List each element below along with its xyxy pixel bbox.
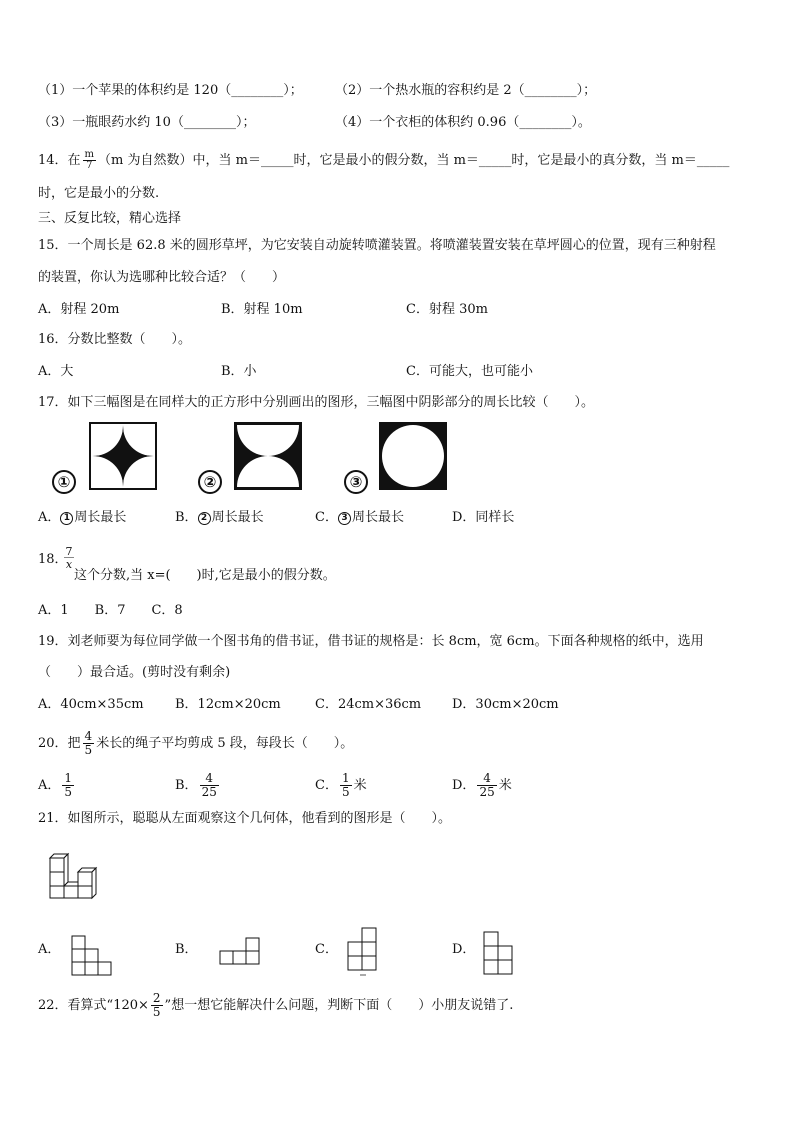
q15-option-c: C．射程 30m — [406, 302, 488, 317]
figure-2-label: ② — [198, 470, 222, 494]
q14-line2: 时，它是最小的分数. — [38, 186, 160, 201]
q15-line2: 的装置，你认为选哪种比较合适？（ ） — [38, 270, 286, 285]
figure-2-square-two-arcs — [234, 422, 302, 490]
q20-stem: 20．把 $\frac{4}{5}$ 米长的绳子平均剪成 5 段，每段长（ ）。 — [38, 729, 354, 757]
q21-option-c: C． — [315, 942, 338, 957]
q18-number: 18． — [38, 552, 68, 567]
q15-line1: 15．一个周长是 62.8 米的圆形草坪，为它安装自动旋转喷灌装置。将喷灌装置安装在草坪圆心的位置，现有三种射程 — [38, 238, 716, 253]
q17-option-d: D．同样长 — [452, 510, 515, 525]
q20-option-b: B． $\frac{4}{25}$ — [175, 771, 217, 799]
q21-option-b-figure — [216, 934, 262, 968]
q21-option-c-figure — [346, 926, 380, 978]
q21-option-d: D． — [452, 942, 476, 957]
q22-stem: 22．看算式“120× $\frac{2}{5}$ ”想一想它能解决什么问题，判断下面（ ）小朋友说错了. — [38, 991, 514, 1019]
q21-option-b: B． — [175, 942, 198, 957]
q21-option-d-figure — [482, 930, 516, 976]
q21-option-a: A． — [38, 942, 61, 957]
q19-option-c: C．24cm×36cm — [315, 697, 422, 712]
q20-option-a: A． $\frac{1}{5}$ — [38, 771, 73, 799]
q17-option-a: A． 1 周长最长 — [38, 510, 127, 525]
q14-line1: 14．在 $\frac{m}{7}$ （m 为自然数）中，当 m＝_____时，它是最小的假分数，当 m＝_____时，它是最小的真分数，当 m＝_____ — [38, 149, 730, 171]
section-heading: 三、反复比较，精心选择 — [38, 211, 182, 226]
q16-option-a: A．大 — [38, 364, 74, 379]
q17-option-c: C． 3 周长最长 — [315, 510, 404, 525]
q18-stem: 这个分数,当 x=( )时,它是最小的假分数。 — [74, 568, 336, 583]
q21-option-a-figure — [70, 934, 116, 978]
figure-1-square-four-arcs — [89, 422, 157, 490]
q19-line1: 19．刘老师要为每位同学做一个图书角的借书证，借书证的规格是：长 8cm，宽 6cm。下面各种规格的纸中，选用 — [38, 634, 704, 649]
q18-fraction: 7 x — [65, 545, 73, 571]
q13-item-2: （2）一个热水瓶的容积约是 2（________）； — [335, 83, 597, 98]
q16-option-b: B．小 — [221, 364, 257, 379]
q18-options: A．1 B．7 C．8 — [38, 603, 183, 618]
q21-3d-cubes-figure — [44, 852, 102, 900]
q19-option-d: D．30cm×20cm — [452, 697, 559, 712]
q13-item-3: （3）一瓶眼药水约 10（________）； — [38, 115, 256, 130]
q20-option-d: D． $\frac{4}{25}$ 米 — [452, 771, 512, 799]
figure-3-square-circle — [379, 422, 447, 490]
figure-3-label: ③ — [344, 470, 368, 494]
q13-item-1: （1）一个苹果的体积约是 120（________）； — [38, 83, 303, 98]
q16-option-c: C．可能大，也可能小 — [406, 364, 533, 379]
q19-line2: （ ）最合适。(剪时没有剩余) — [38, 665, 231, 680]
q19-option-b: B．12cm×20cm — [175, 697, 281, 712]
q15-option-b: B．射程 10m — [221, 302, 303, 317]
q17-option-b: B． 2 周长最长 — [175, 510, 264, 525]
q19-option-a: A．40cm×35cm — [38, 697, 144, 712]
q17-stem: 17．如下三幅图是在同样大的正方形中分别画出的图形，三幅图中阴影部分的周长比较（ ）。 — [38, 395, 595, 410]
figure-1-label: ① — [52, 470, 76, 494]
q13-item-4: （4）一个衣柜的体积约 0.96（________）。 — [335, 115, 591, 130]
q15-option-a: A．射程 20m — [38, 302, 120, 317]
q20-option-c: C． $\frac{1}{5}$ 米 — [315, 771, 367, 799]
q16-stem: 16．分数比整数（ ）。 — [38, 332, 192, 347]
q21-stem: 21．如图所示，聪聪从左面观察这个几何体，他看到的图形是（ ）。 — [38, 811, 452, 826]
